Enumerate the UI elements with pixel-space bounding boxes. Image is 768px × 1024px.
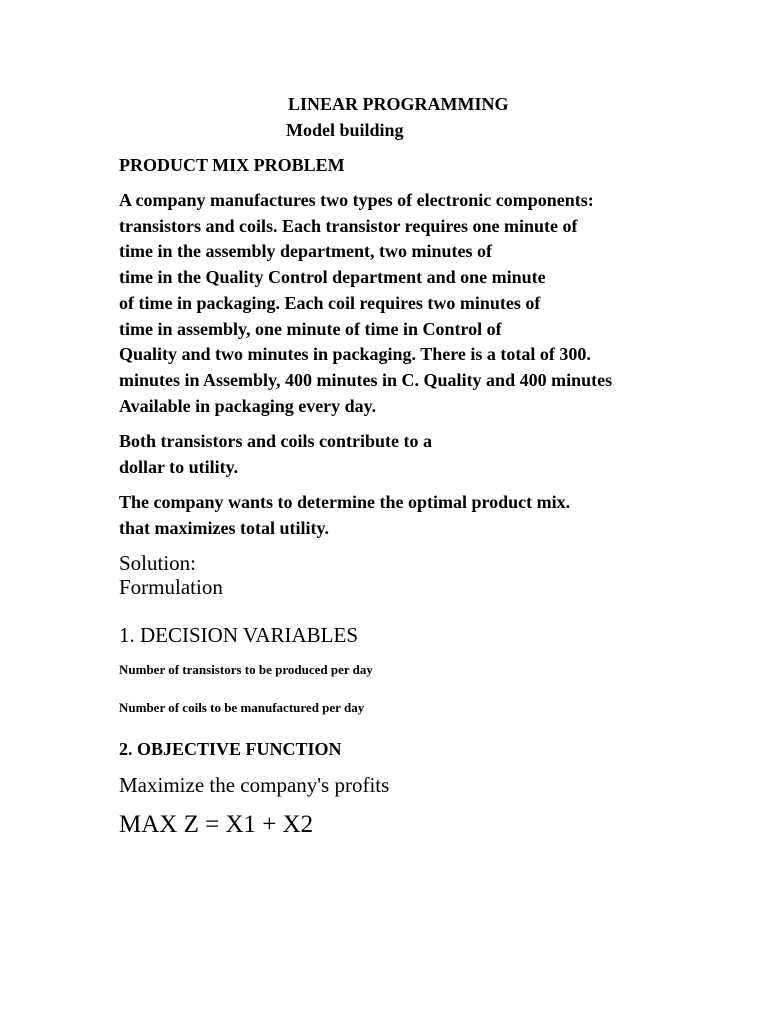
- paragraph-line: that maximizes total utility.: [119, 517, 329, 538]
- document-title: LINEAR PROGRAMMING: [288, 94, 509, 114]
- paragraph-line: Both transistors and coils contribute to a: [119, 431, 433, 451]
- paragraph-line: time in assembly, one minute of time in Control of: [119, 318, 502, 339]
- objective-statement: Maximize the company's profits: [119, 773, 390, 797]
- decision-variables-heading: 1. DECISION VARIABLES: [119, 623, 358, 647]
- decision-variable-coils: Number of coils to be manufactured per day: [119, 700, 365, 715]
- decision-variable-transistors: Number of transistors to be produced per day: [119, 662, 373, 677]
- contribution-paragraph: [119, 429, 432, 480]
- paragraph-line: transistors and coils. Each transistor requires one minute of: [119, 215, 578, 236]
- solution-label: Solution:: [119, 551, 197, 575]
- paragraph-line: dollar to utility.: [119, 456, 239, 477]
- section-heading: PRODUCT MIX PROBLEM: [119, 155, 345, 175]
- paragraph-line: The company wants to determine the optimal product mix.: [119, 492, 571, 512]
- objective-equation: MAX Z = X1 + X2: [119, 811, 314, 838]
- problem-paragraph: [119, 188, 612, 419]
- formulation-label: Formulation: [119, 575, 223, 599]
- paragraph-line: time in the assembly department, two minutes of: [119, 241, 492, 262]
- paragraph-line: A company manufactures two types of electronic components:: [119, 190, 594, 210]
- paragraph-line: minutes in Assembly, 400 minutes in C. Quality and 400 minutes: [119, 369, 613, 390]
- paragraph-line: Quality and two minutes in packaging. There is a total of 300.: [119, 344, 591, 365]
- paragraph-line: time in the Quality Control department and one minute: [119, 267, 546, 288]
- objective-function-heading: 2. OBJECTIVE FUNCTION: [119, 739, 342, 759]
- paragraph-line: Available in packaging every day.: [119, 395, 377, 416]
- document-subtitle: Model building: [286, 120, 404, 140]
- goal-paragraph: [119, 490, 570, 541]
- paragraph-line: of time in packaging. Each coil requires two minutes of: [119, 292, 541, 313]
